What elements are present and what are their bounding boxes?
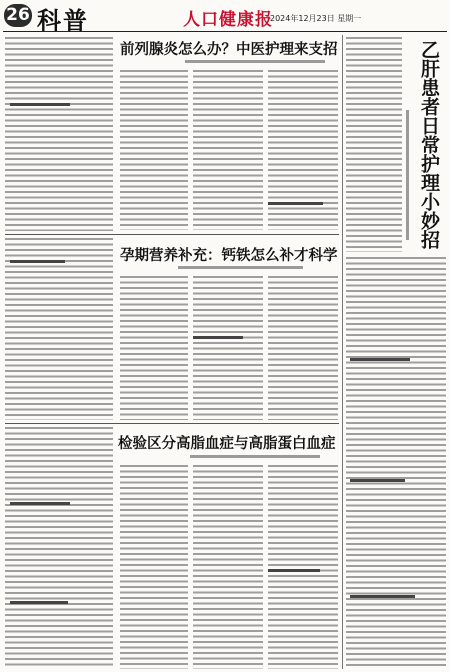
body-text-block xyxy=(120,465,188,669)
issue-date: 2024年12月23日 星期一 xyxy=(270,14,362,23)
article-divider xyxy=(5,423,339,424)
article-headline: 前列腺炎怎么办？中医护理来支招 xyxy=(120,42,338,58)
article-headline: 孕期营养补充：钙铁怎么补才科学 xyxy=(120,248,338,264)
bold-text-line xyxy=(350,358,410,361)
byline xyxy=(185,60,325,63)
body-text-block xyxy=(193,465,263,669)
body-text-block xyxy=(5,37,113,231)
section-title: 科普 xyxy=(37,7,89,35)
bold-text-line xyxy=(10,260,65,263)
bold-text-line xyxy=(10,103,70,106)
article-headline: 检验区分高脂血症与高脂蛋白血症 xyxy=(118,436,336,452)
body-text-block xyxy=(268,276,338,420)
column-divider xyxy=(342,35,343,669)
bold-text-line xyxy=(268,569,320,572)
article-headline: 乙肝患者日常护理小妙招 xyxy=(418,40,440,249)
bold-text-line xyxy=(268,202,323,205)
masthead-logo: 人口健康报 xyxy=(183,10,273,30)
header-rule xyxy=(3,31,447,32)
body-text-block xyxy=(268,465,338,669)
bold-text-line xyxy=(10,502,70,505)
body-text-block xyxy=(5,238,113,420)
body-text-block xyxy=(268,70,338,230)
byline xyxy=(406,110,409,240)
body-text-block xyxy=(5,427,113,669)
bold-text-line xyxy=(350,479,405,482)
body-text-block xyxy=(193,70,263,230)
byline xyxy=(190,455,320,458)
bold-text-line xyxy=(193,336,243,339)
body-text-block xyxy=(120,276,188,420)
body-text-block xyxy=(193,276,263,420)
body-text-block xyxy=(120,70,188,230)
byline xyxy=(178,266,303,269)
bold-text-line xyxy=(350,595,415,598)
body-text-block xyxy=(346,257,446,669)
article-divider xyxy=(5,234,339,235)
page-number: 26 xyxy=(4,4,32,27)
body-text-block xyxy=(346,37,402,252)
bold-text-line xyxy=(10,601,68,604)
